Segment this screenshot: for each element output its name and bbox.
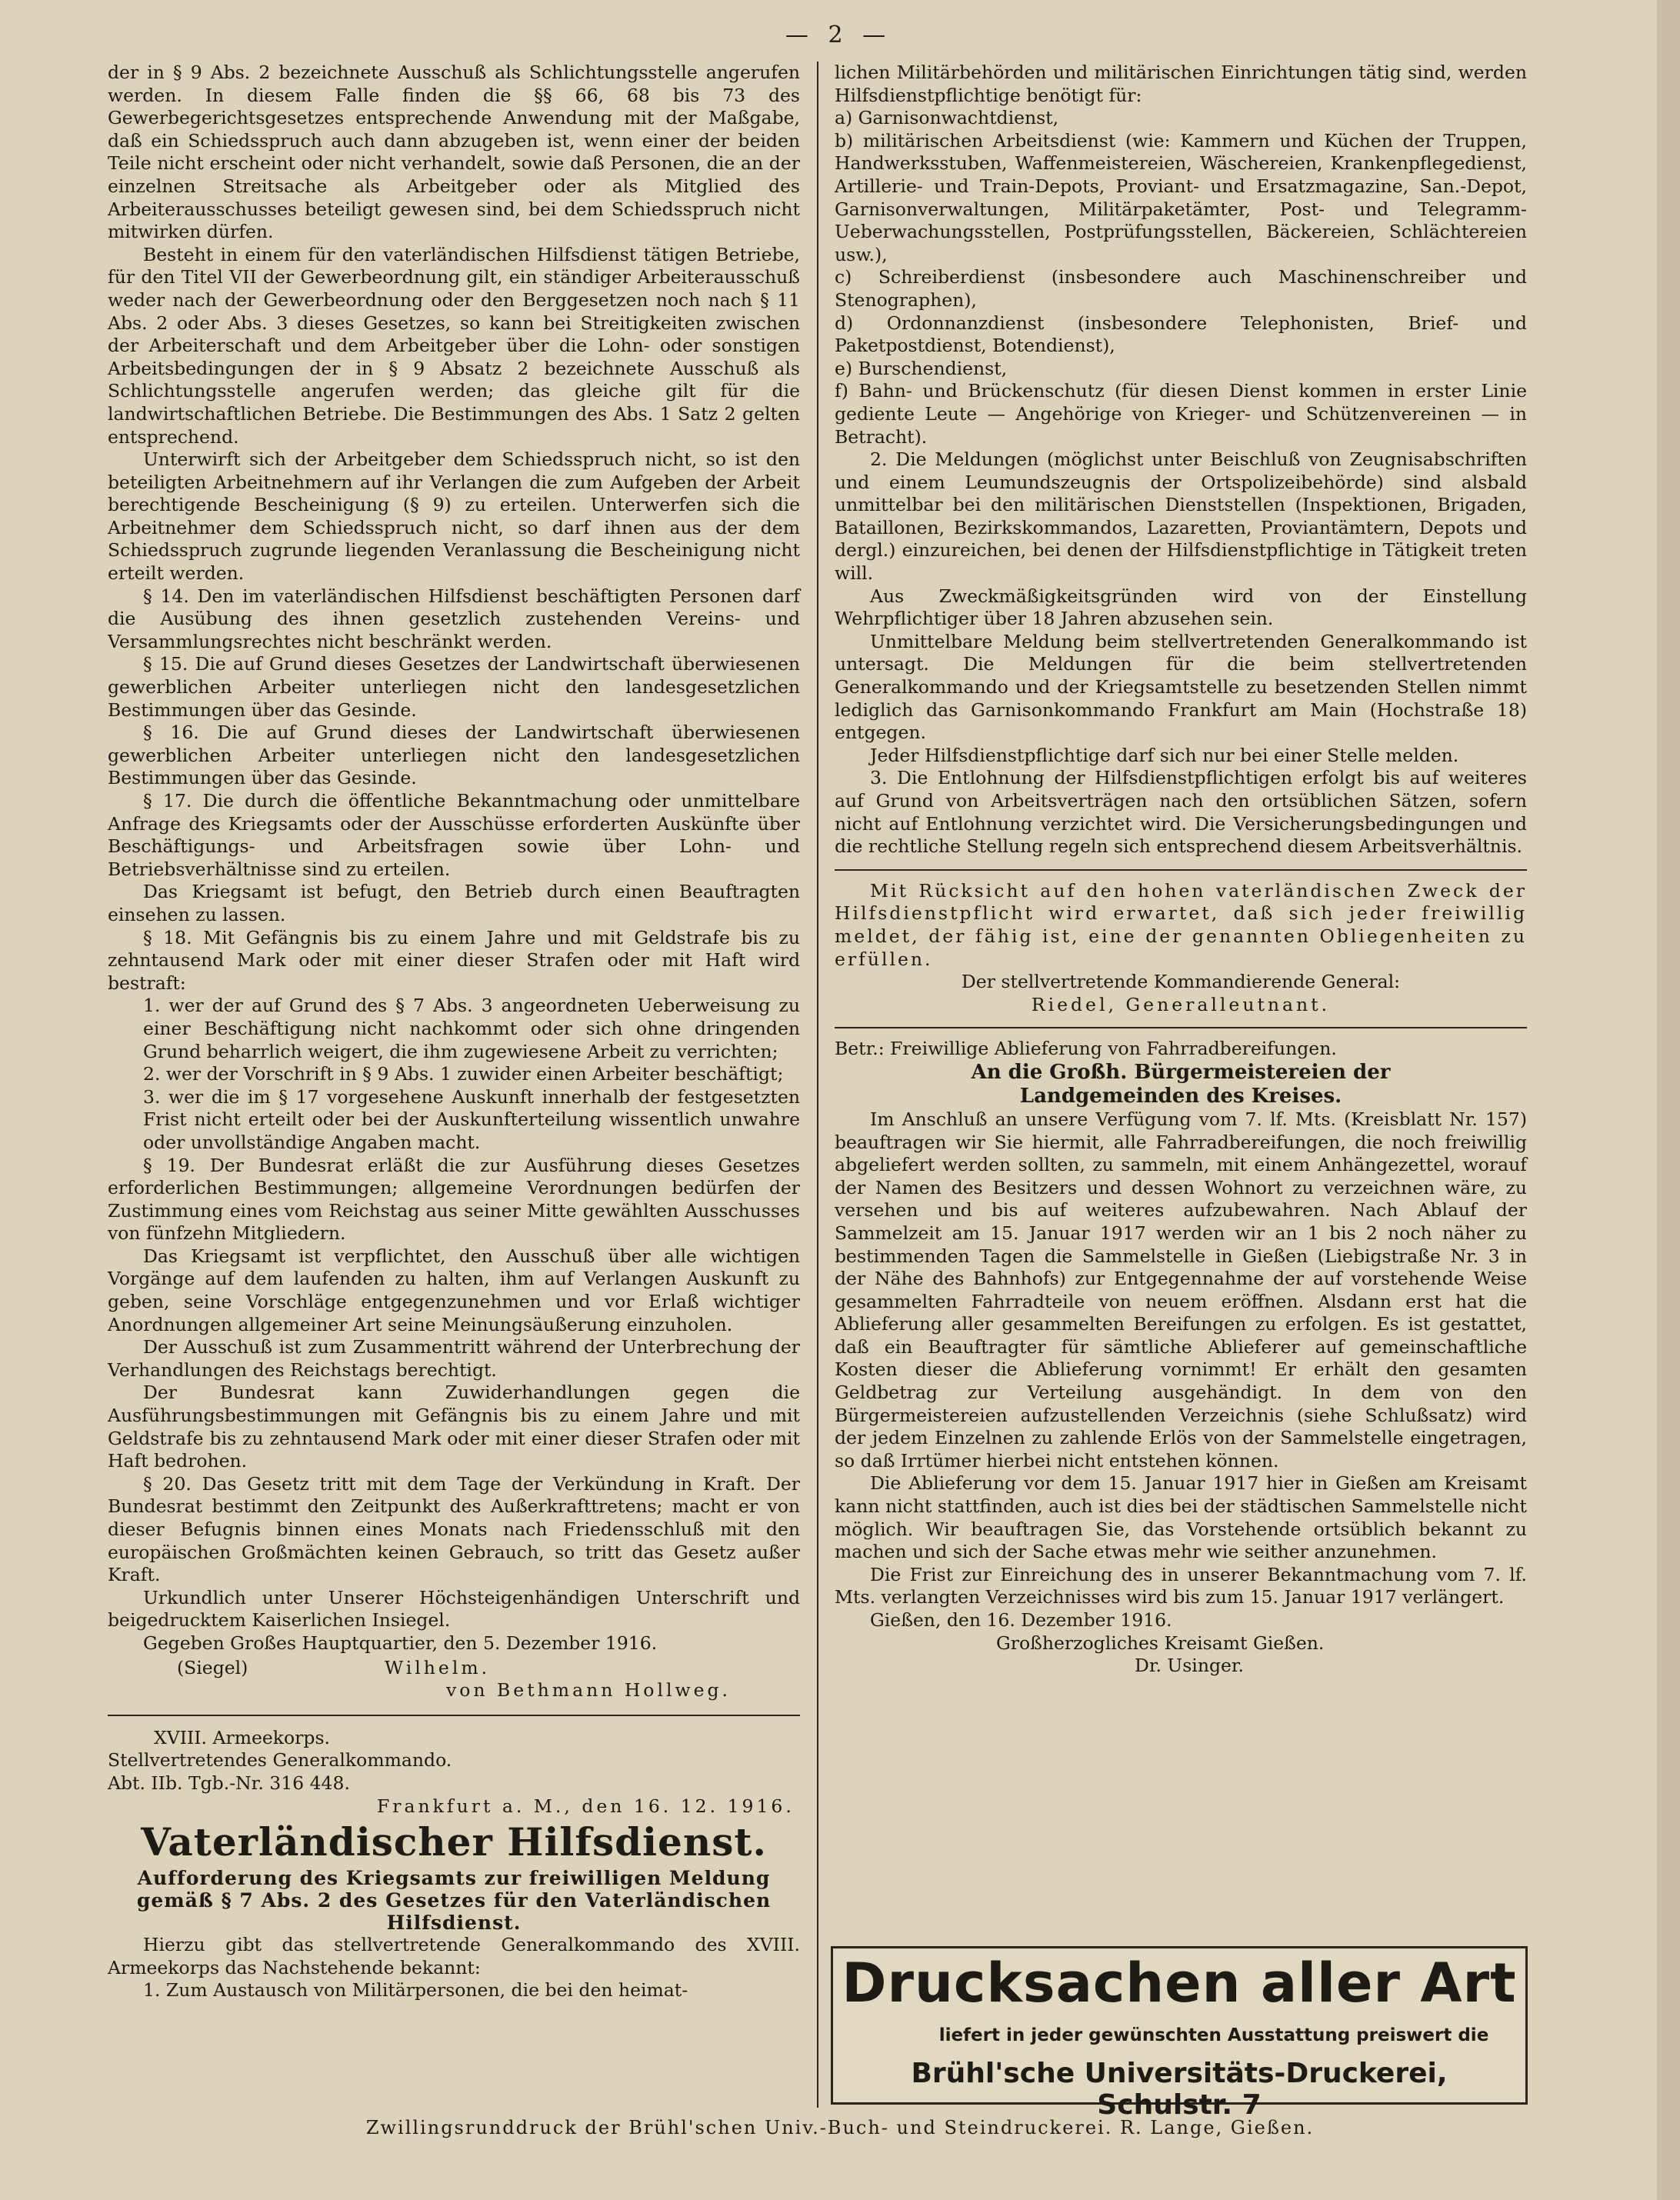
paragraph: Unterwirft sich der Arbeitgeber dem Schiedsspruch nicht, so ist den beteiligten Arbeitnehmern auf ihr Verlangen die zum Aufgeben der Arbeit berechtigende Bescheinigung (§ 9) zu erteilen. Unterwerfen sich die Arbeitnehmer dem Schiedsspruch nicht, so darf ihnen aus der dem Schiedsspruch zugrunde liegenden Veranlassung die Bescheinigung nicht erteilt werden. (108, 448, 800, 585)
law-text (108, 62, 800, 1655)
paragraph: 2. wer der Vorschrift in § 9 Abs. 1 zuwider einen Arbeiter beschäftigt; (143, 1063, 784, 1085)
divider (835, 869, 1527, 871)
paragraph: 2. Die Meldungen (möglichst unter Beischluß von Zeugnisabschriften und einem Leumundszeugnis der Ortspolizeibehörde) sind alsbald unmittelbar bei den militärischen Dienststellen (Inspektionen, Brigaden, Bataillonen, Bezirkskommandos, Lazaretten, Proviantämtern, Depots und dergl.) einzureichen, bei denen der Hilfsdienstpflichtige in Tätigkeit treten will. (835, 448, 1527, 585)
paragraph: § 18. Mit Gefängnis bis zu einem Jahre und mit Geldstrafe bis zu zehntausend Mark oder mit einer dieser Strafen oder mit Haft wird bestraft: (108, 926, 800, 994)
paragraph: d) Ordonnanzdienst (insbesondere Telephonisten, Brief- und Paketpostdienst, Botendienst), (835, 312, 1527, 357)
general-title: Der stellvertretende Kommandierende General: (961, 971, 1401, 993)
right-column (835, 62, 1527, 1678)
bicycle-place-date: Gießen, den 16. Dezember 1916. (870, 1609, 1172, 1631)
print-shop-advert (831, 1946, 1528, 2121)
announcement-title: Vaterländischer Hilfsdienst. (141, 1819, 767, 1865)
paragraph: lichen Militärbehörden und militärischen Einrichtungen tätig sind, werden Hilfsdienstpflichtige benötigt für: (835, 62, 1527, 106)
chancellor-signature: von Bethmann Hollweg. (446, 1679, 732, 1702)
bicycle-heading: An die Großh. Bürgermeistereien der Landgemeinden des Kreises. (971, 1060, 1391, 1108)
emperor-signature: Wilhelm. (385, 1656, 491, 1678)
command-line: Stellvertretendes Generalkommando. (108, 1749, 452, 1772)
paragraph: § 19. Der Bundesrat erläßt die zur Ausführung dieses Gesetzes erforderlichen Bestimmungen; allgemeine Verordnungen bedürfen der Zustimmung eines vom Reichstag aus seiner Mitte gewählten Ausschusses von fünfzehn Mitgliedern. (108, 1154, 800, 1245)
paragraph: e) Burschendienst, (835, 357, 1008, 379)
paragraph: Urkundlich unter Unserer Höchsteigenhändigen Unterschrift und beigedrucktem Kaiserlichen Insiegel. (108, 1586, 800, 1632)
signature-block (108, 1657, 800, 1702)
paragraph: Das Kriegsamt ist verpflichtet, den Ausschuß über alle wichtigen Vorgänge auf dem laufenden zu halten, ihm auf Verlangen Auskunft zu geben, seine Vorschläge entgegenzunehmen und vor Erlaß wichtiger Anordnungen allgemeiner Art seine Meinungsäußerung einzuholen. (108, 1245, 800, 1335)
column-divider (817, 62, 818, 2108)
paragraph: § 17. Die durch die öffentliche Bekanntmachung oder unmittelbare Anfrage des Kriegsamts oder der Ausschüsse erforderten Auskünfte über Beschäftigungs- und Arbeitsfragen sowie über Lohn- und Betriebsverhältnisse sind zu erteilen. (108, 790, 800, 880)
paragraph: 3. wer die im § 17 vorgesehene Auskunft innerhalb der festgesetzten Frist nicht erteilt oder bei der Auskunfterteilung wissentlich unwahre oder unvollständige Angaben macht. (143, 1085, 800, 1153)
reference-line: Abt. IIb. Tgb.-Nr. 316 448. (108, 1772, 350, 1794)
paragraph: Unmittelbare Meldung beim stellvertretenden Generalkommando ist untersagt. Die Meldungen für die beim stellvertretenden Generalkommando und der Kriegsamtstelle zu besetzenden Stellen nimmt lediglich das Garnisonkommando Frankfurt am Main (Hochstraße 18) entgegen. (835, 630, 1527, 744)
paragraph: Der Bundesrat kann Zuwiderhandlungen gegen die Ausführungsbestimmungen mit Gefängnis bis zu einem Jahre und mit Geldstrafe bis zu zehntausend Mark oder mit einer dieser Strafen oder mit Haft bedrohen. (108, 1382, 800, 1472)
paragraph: 3. Die Entlohnung der Hilfsdienstpflichtigen erfolgt bis auf weiteres auf Grund von Arbeitsverträgen nach den ortsüblichen Sätzen, sofern nicht auf Entlohnung verzichtet wird. Die Versicherungsbedingungen und die rechtliche Stellung regeln sich entsprechend diesem Arbeitsverhältnis. (835, 767, 1527, 858)
appeal-text: Mit Rücksicht auf den hohen vaterländischen Zweck der Hilfsdienstpflicht wird erwartet, daß sich jeder freiwillig meldet, der fähig ist, eine der genannten Obliegenheiten zu erfüllen. (835, 879, 1527, 970)
paragraph: § 15. Die auf Grund dieses Gesetzes der Landwirtschaft überwiesenen gewerblichen Arbeiter unterliegen nicht den landesgesetzlichen Bestimmungen über das Gesinde. (108, 653, 800, 721)
paragraph: Das Kriegsamt ist befugt, den Betrieb durch einen Beauftragten einsehen zu lassen. (108, 881, 800, 925)
left-column (108, 62, 800, 2002)
paragraph: Die Frist zur Einreichung des in unserer Bekanntmachung vom 7. lf. Mts. verlangten Verzeichnisses wird bis zum 15. Januar 1917 verlängert. (835, 1563, 1527, 1608)
seal-label: (Siegel) (177, 1656, 248, 1678)
advert-subline: liefert in jeder gewünschten Ausstattung preiswert die (938, 2025, 1489, 2045)
paragraph: b) militärischen Arbeitsdienst (wie: Kammern und Küchen der Truppen, Handwerksstuben, Waffenmeistereien, Wäschereien, Krankenpflegedienst, Artillerie- und Train-Depots, Proviant- und Ersatzmagazine, San.-Depot, Garnisonverwaltungen, Militärpaketämter, Post- und Telegramm-Ueberwachungsstellen, Postprüfungsstellen, Bäckereien, Schlächtereien usw.), (835, 129, 1527, 265)
general-name: Riedel, Generalleutnant. (1031, 993, 1331, 1015)
bicycle-signer: Dr. Usinger. (1135, 1655, 1245, 1677)
announcement-item-1: 1. Zum Austausch von Militärpersonen, die bei den heimat- (143, 1979, 688, 2002)
announcement-subtitle: Aufforderung des Kriegsamts zur freiwilligen Meldung gemäß § 7 Abs. 2 des Gesetzes für den Vaterländischen Hilfsdienst. (136, 1867, 772, 1935)
page-number: — 2 — (785, 22, 892, 48)
advert-company: Brühl'sche Universitäts-Druckerei, Schulstr. 7 (911, 2058, 1448, 2121)
paragraph: a) Garnisonwachtdienst, (835, 107, 1059, 129)
paragraph: Gegeben Großes Hauptquartier, den 5. Dezember 1916. (143, 1632, 658, 1654)
paragraph: Der Ausschuß ist zum Zusammentritt während der Unterbrechung der Verhandlungen des Reichstags berechtigt. (108, 1336, 800, 1381)
paragraph: Jeder Hilfsdienstpflichtige darf sich nur bei einer Stelle melden. (870, 744, 1459, 766)
paragraph: § 16. Die auf Grund dieses der Landwirtschaft überwiesenen gewerblichen Arbeiter unterliegen nicht den landesgesetzlichen Bestimmungen über das Gesinde. (108, 722, 800, 789)
advert-headline: Drucksachen aller Art (842, 1952, 1517, 2015)
paragraph: § 20. Das Gesetz tritt mit dem Tage der Verkündung in Kraft. Der Bundesrat bestimmt den Zeitpunkt des Außerkrafttretens; macht er von dieser Befugnis binnen eines Monats nach Friedensschluß mit den europäischen Großmächten keinen Gebrauch, so tritt das Gesetz außer Kraft. (108, 1472, 800, 1586)
paragraph: f) Bahn- und Brückenschutz (für diesen Dienst kommen in erster Linie gediente Leute — Angehörige von Krieger- und Schützenvereinen — in Betracht). (835, 380, 1527, 448)
divider (835, 1027, 1527, 1028)
paragraph: der in § 9 Abs. 2 bezeichnete Ausschuß als Schlichtungsstelle angerufen werden. In diesem Falle finden die §§ 66, 68 bis 73 des Gewerbegerichtsgesetzes entsprechende Anwendung mit der Maßgabe, daß ein Schiedsspruch auch dann abzugeben ist, wenn einer der beiden Teile nicht erscheint oder nicht verhandelt, sowie daß Personen, die an der einzelnen Streitsache als Arbeitgeber oder als Mitglied des Arbeiterausschusses beteiligt gewesen sind, bei dem Schiedsspruch nicht mitwirken dürfen. (108, 62, 800, 243)
bicycle-office: Großherzogliches Kreisamt Gießen. (996, 1632, 1325, 1654)
printer-footer: Zwillingsrunddruck der Brühl'schen Univ.-Buch- und Steindruckerei. R. Lange, Gießen. (365, 2117, 1315, 2138)
paragraph: 1. wer der auf Grund des § 7 Abs. 3 angeordneten Ueberweisung zu einer Beschäftigung nicht nachkommt oder sich ohne dringenden Grund beharrlich weigert, die ihm zugewiesene Arbeit zu verrichten; (143, 995, 800, 1062)
paragraph: Im Anschluß an unsere Verfügung vom 7. lf. Mts. (Kreisblatt Nr. 157) beauftragen wir Sie hiermit, alle Fahrradbereifungen, die noch freiwillig abgeliefert werden sollten, zu sammeln, mit einem Anhängezettel, worauf der Namen des Besitzers und dessen Wohnort zu verzeichnen wäre, zu versehen und bis auf weiteres aufzubewahren. Nach Ablauf der Sammelzeit am 15. Januar 1917 werden wir an 1 bis 2 noch näher zu bestimmenden Tagen die Sammelstelle in Gießen (Liebigstraße Nr. 3 in der Nähe des Bahnhofs) zur Entgegennahme der auf vorstehende Weise gesammelten Fahrradteile von neuem eröffnen. Alsdann erst hat die Ablieferung aller gesammelten Bereifungen zu erfolgen. Es ist gestattet, daß ein Beauftragter für sämtliche Ablieferer auf gemeinschaftliche Kosten dieser die Ablieferung vornimmt! Er erhält den gesamten Geldbetrag zur Verteilung ausgehändigt. In dem von den Bürgermeistereien aufzustellenden Verzeichnis (siehe Schlußsatz) wird der jedem Einzelnen zu zahlende Erlös von der Sammelstelle eingetragen, so daß Irrtümer hierbei nicht entstehen können. (835, 1108, 1527, 1472)
paragraph: Aus Zweckmäßigkeitsgründen wird von der Einstellung Wehrpflichtiger über 18 Jahren abzusehen sein. (835, 585, 1527, 630)
paragraph: c) Schreiberdienst (insbesondere auch Maschinenschreiber und Stenographen), (835, 266, 1527, 311)
corps-line: XVIII. Armeekorps. (154, 1726, 330, 1748)
paragraph: § 14. Den im vaterländischen Hilfsdienst beschäftigten Personen darf die Ausübung des ihnen gesetzlich zustehenden Vereins- und Versammlungsrechtes nicht beschränkt werden. (108, 585, 800, 652)
hilfsdienst-text (835, 62, 1527, 858)
bicycle-text (835, 1108, 1527, 1609)
divider (108, 1715, 800, 1716)
paragraph: Die Ablieferung vor dem 15. Januar 1917 hier in Gießen am Kreisamt kann nicht stattfinden, auch ist dies bei der städtischen Sammelstelle nicht möglich. Wir beauftragen Sie, das Vorstehende ortsüblich bekannt zu machen und sich der Sache etwas mehr wie seither anzunehmen. (835, 1472, 1527, 1563)
paragraph: Besteht in einem für den vaterländischen Hilfsdienst tätigen Betriebe, für den Titel VII der Gewerbeordnung gilt, ein ständiger Arbeiterausschuß weder nach der Gewerbeordnung oder den Berggesetzen noch nach § 11 Abs. 2 oder Abs. 3 dieses Gesetzes, so kann bei Streitigkeiten zwischen der Arbeiterschaft und dem Arbeitgeber über die Lohn- oder sonstigen Arbeitsbedingungen der in § 9 Absatz 2 bezeichnete Ausschuß als Schlichtungsstelle angerufen werden; das gleiche gilt für die landwirtschaftlichen Betriebe. Die Bestimmungen des Abs. 1 Satz 2 gelten entsprechend. (108, 243, 800, 448)
announcement-intro: Hierzu gibt das stellvertretende Generalkommando des XVIII. Armeekorps das Nachstehende bekannt: (108, 1934, 800, 1978)
bicycle-subject: Betr.: Freiwillige Ablieferung von Fahrradbereifungen. (835, 1038, 1337, 1060)
place-date: Frankfurt a. M., den 16. 12. 1916. (377, 1795, 795, 1817)
page-edge (1657, 0, 1680, 2200)
